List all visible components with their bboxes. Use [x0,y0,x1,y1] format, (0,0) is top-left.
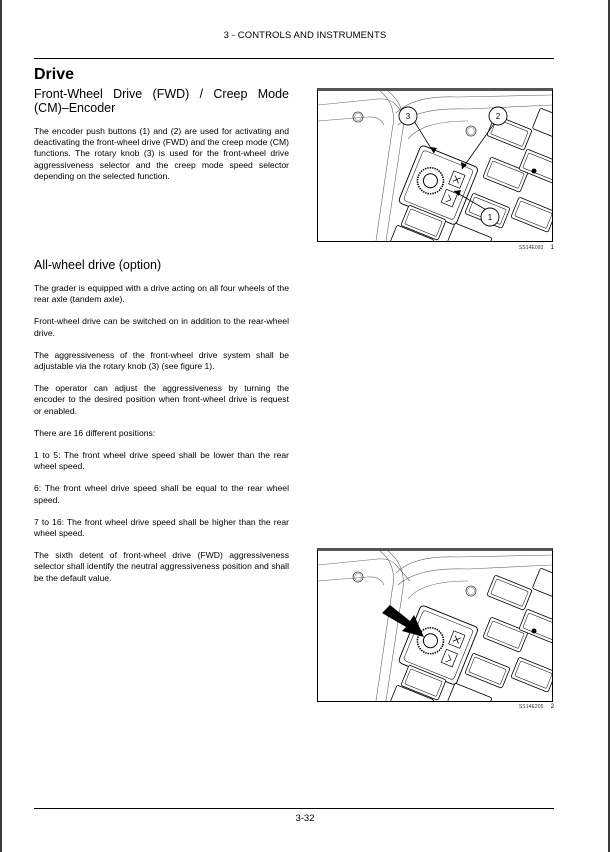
awd-paragraph: The grader is equipped with a drive acting on all four wheels of the rear axle (tandem axle). [34,283,289,305]
awd-paragraph: 6: The front wheel drive speed shall be equal to the rear wheel speed. [34,483,289,505]
page-number: 3-32 [295,813,315,824]
callout-1 [481,208,499,226]
awd-section [34,258,289,584]
callout-2 [489,107,507,125]
awd-paragraph: The aggressiveness of the front-wheel drive system shall be adjustable via the rotary knob (3) (see figure 1). [34,349,289,372]
subsection-title: Front-Wheel Drive (FWD) / Creep Mode (CM)–Encoder [34,87,289,115]
figure-1-caption [480,245,554,251]
svg-text:1: 1 [487,213,493,222]
figure-2-encoder-arrow [317,548,553,702]
footer-rule [34,808,554,809]
callout-3 [399,107,417,125]
page-edge-left [0,0,2,852]
drive-section [34,66,289,182]
figure-number: 1 [550,245,554,251]
header-rule [34,58,554,59]
awd-paragraph: The operator can adjust the aggressiveness by turning the encoder to the desired position when front-wheel drive is request or enabled. [34,383,289,416]
console-illustration [318,551,552,701]
awd-paragraph: 1 to 5: The front wheel drive speed shall be lower than the rear wheel speed. [34,450,289,472]
figure-number: 2 [550,704,554,710]
running-head: 3 - CONTROLS AND INSTRUMENTS [223,30,387,41]
awd-paragraph: There are 16 different positions: [34,427,156,438]
console-illustration [318,91,552,241]
figure-code: SS14E092 [518,245,544,251]
svg-text:3: 3 [405,112,411,121]
drive-paragraph: The encoder push buttons (1) and (2) are used for activating and deactivating the front-wheel drive (FWD) and the creep mode (CM) functions. The rotary knob (3) is used for the front-wheel drive aggressiveness selector and the creep mode speed selector depending on the selected function. [34,126,289,181]
awd-paragraph: 7 to 16: The front wheel drive speed shall be higher than the rear wheel speed. [34,516,289,539]
figure-2-caption [480,704,554,710]
subsection-title: All-wheel drive (option) [34,258,162,272]
awd-paragraph: Front-wheel drive can be switched on in addition to the rear-wheel drive. [34,316,289,338]
section-title: Drive [34,66,75,83]
figure-code: SS14E205 [518,704,544,710]
awd-paragraph: The sixth detent of front-wheel drive (FWD) aggressiveness selector shall identify the neutral aggressiveness position and shall be the default value. [34,550,289,583]
figure-1-console-encoder [317,88,553,242]
svg-text:2: 2 [495,112,501,121]
